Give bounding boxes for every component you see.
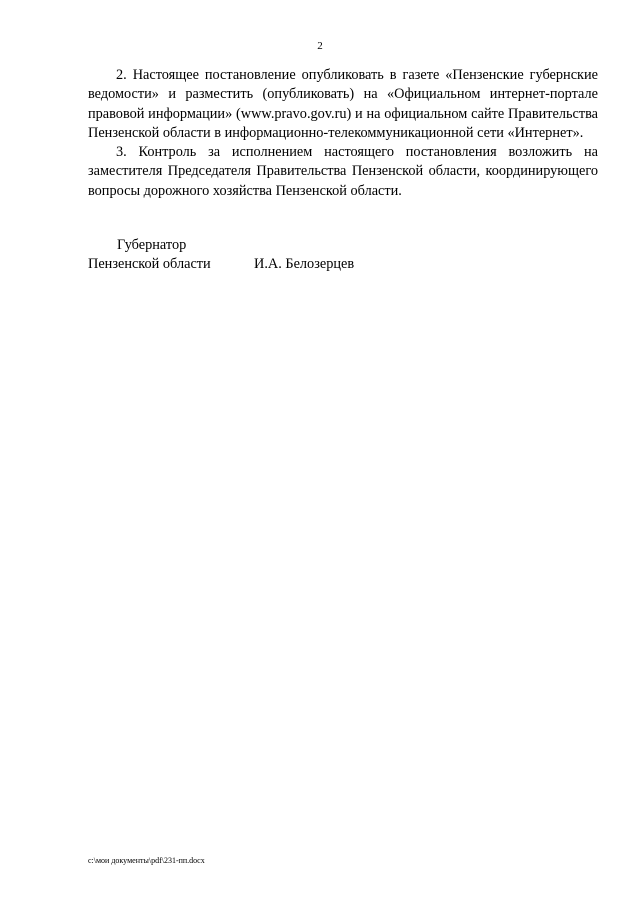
page-number: 2 <box>317 40 323 52</box>
signatory-title-line2: Пензенской области <box>88 256 211 272</box>
document-body <box>88 66 598 201</box>
signatory-title-line1: Губернатор <box>117 237 187 253</box>
signatory-name: И.А. Белозерцев <box>254 256 355 272</box>
paragraph-control: 3. Контроль за исполнением настоящего постановления возложить на заместителя Председателя Правительства Пензенской области, координирующего вопросы дорожного хозяйства Пензенской области. <box>88 144 598 199</box>
paragraph-publication: 2. Настоящее постановление опубликовать в газете «Пензенские губернские ведомости» и разместить (опубликовать) на «Официальном интернет-портале правовой информации» (www.pravo.gov.ru) и на официальном сайте Правительства Пензенской области в информационно-телекоммуникационной сети «Интернет». <box>88 67 598 141</box>
footer-file-path: c:\мои документы\pdf\231-пп.docx <box>88 856 205 865</box>
signature-block <box>0 236 640 276</box>
